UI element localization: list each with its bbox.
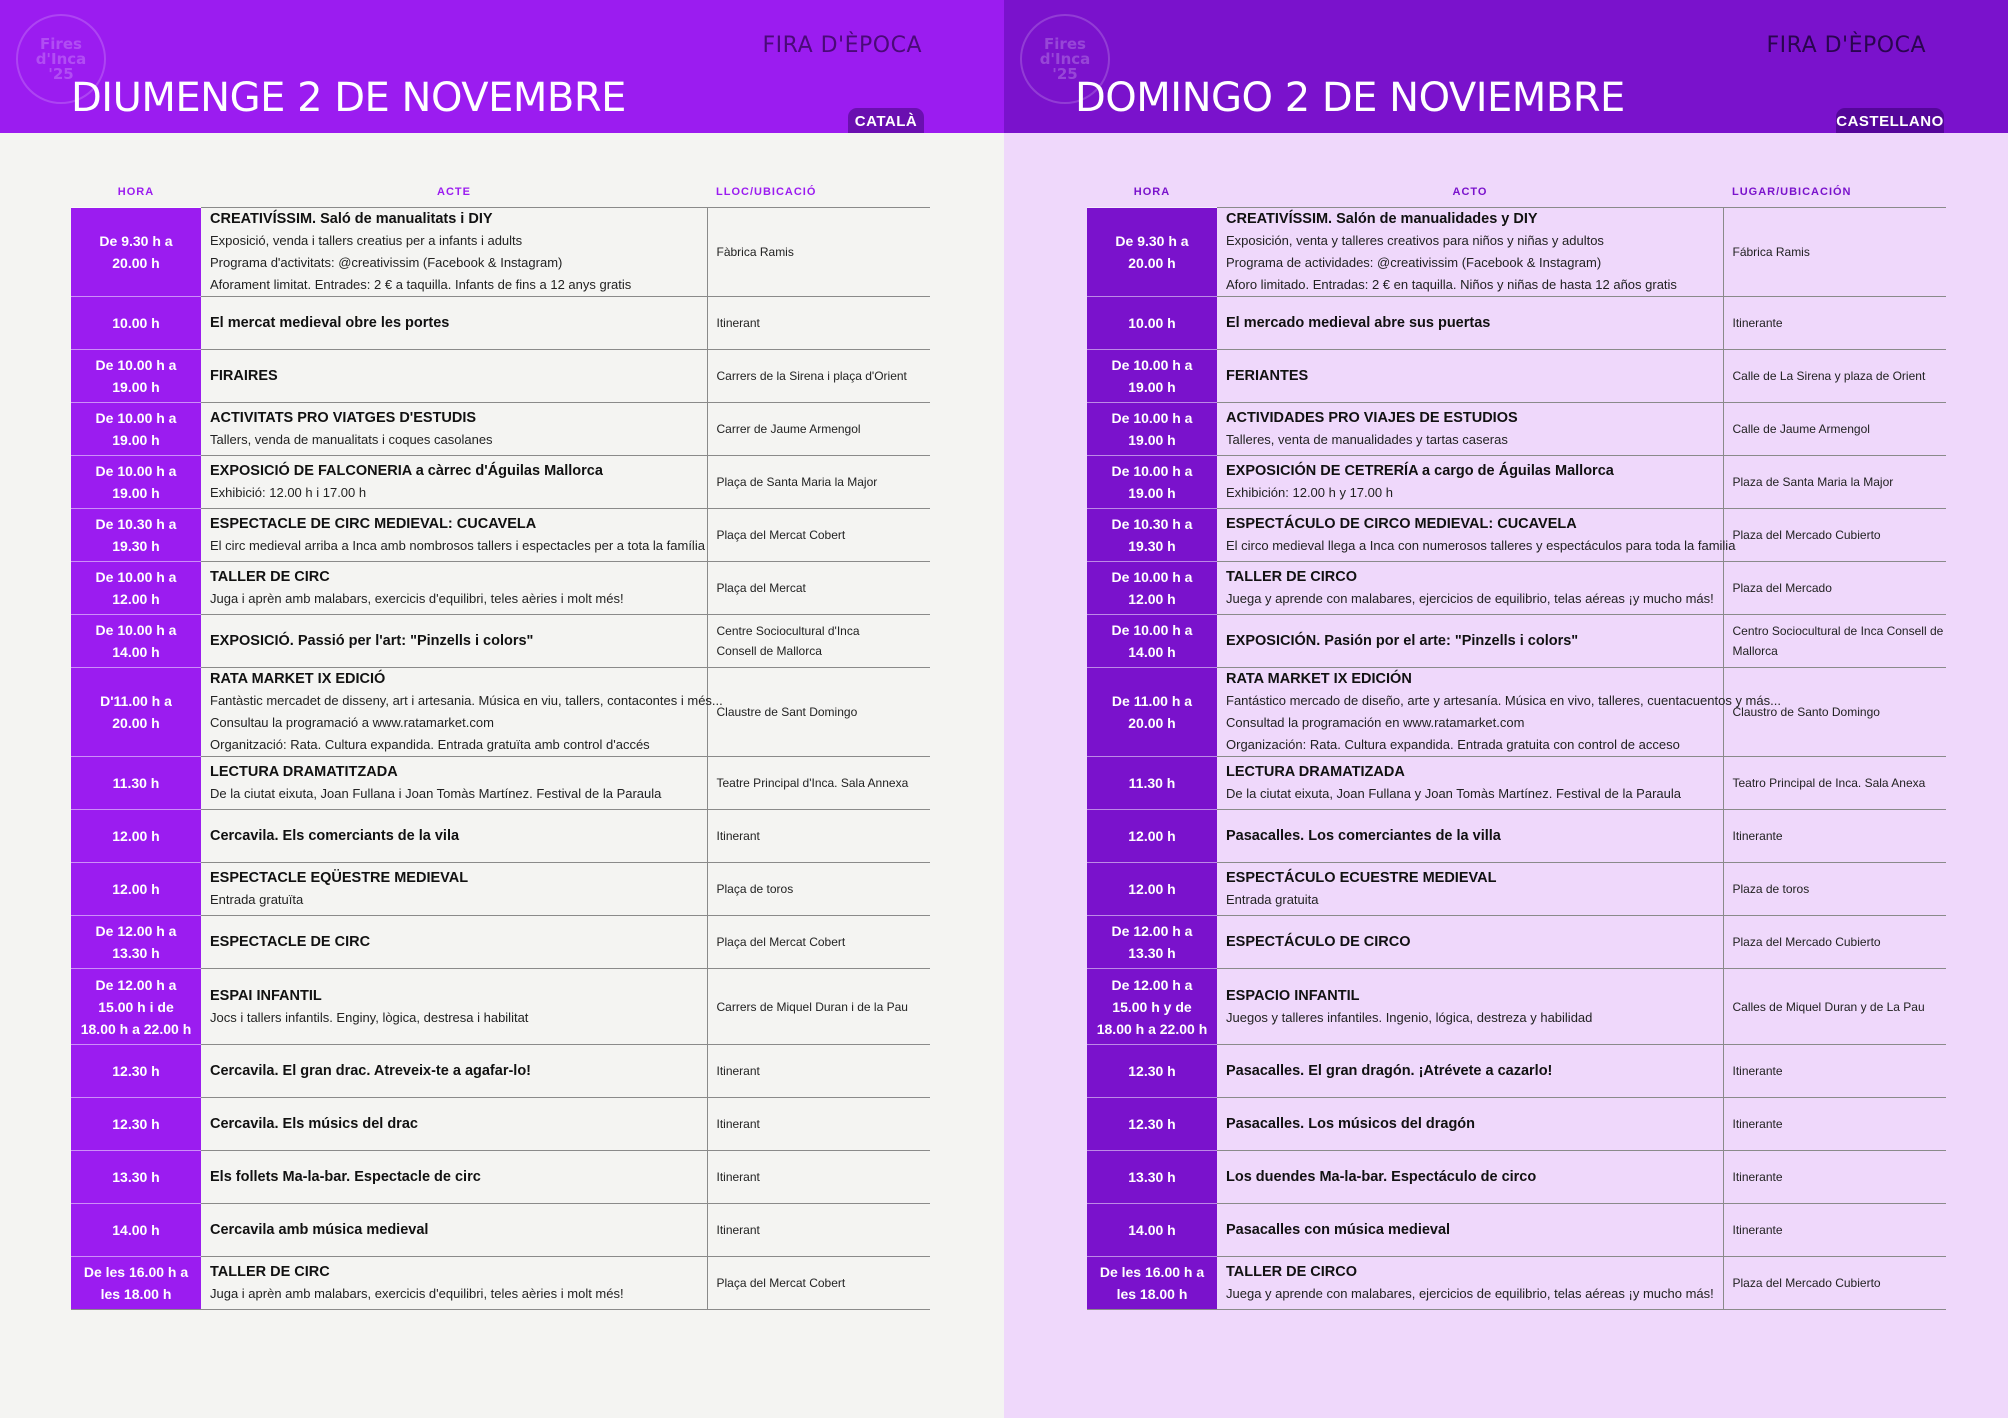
language-tab: CASTELLANO bbox=[1836, 108, 1944, 133]
event-activity bbox=[201, 969, 707, 1045]
event-detail: Exposición, venta y talleres creativos para niños y niñas y adultos bbox=[1226, 233, 1604, 248]
schedule-row bbox=[71, 208, 930, 297]
schedule-row bbox=[1087, 509, 1946, 562]
event-detail: Exposició, venda i tallers creatius per a infants i adults bbox=[210, 233, 523, 248]
event-activity bbox=[1217, 403, 1723, 456]
event-activity bbox=[201, 1098, 707, 1151]
schedule-row bbox=[1087, 1045, 1946, 1098]
schedule-row bbox=[71, 1045, 930, 1098]
event-time: 10.00 h bbox=[1087, 297, 1217, 350]
event-time: De 10.00 h a 19.00 h bbox=[71, 403, 201, 456]
event-time: De 10.00 h a 19.00 h bbox=[1087, 350, 1217, 403]
event-time: De 10.00 h a 14.00 h bbox=[1087, 615, 1217, 668]
event-activity bbox=[201, 810, 707, 863]
event-location: Calle de Jaume Armengol bbox=[1723, 403, 1946, 456]
event-detail: Programa d'activitats: @creativissim (Facebook & Instagram) bbox=[210, 255, 563, 270]
event-title: ESPACIO INFANTIL bbox=[1226, 987, 1360, 1004]
event-activity bbox=[1217, 350, 1723, 403]
schedule-row bbox=[71, 297, 930, 350]
schedule-body bbox=[71, 208, 930, 1310]
logo-text: d'Inca bbox=[1039, 49, 1091, 68]
event-title: Pasacalles con música medieval bbox=[1226, 1222, 1451, 1238]
header-act: ACTO bbox=[1452, 185, 1488, 198]
schedule-row bbox=[1087, 668, 1946, 757]
event-activity bbox=[1217, 668, 1781, 757]
event-time: De 12.00 h a 13.30 h bbox=[1087, 916, 1217, 969]
header-place: LLOC/UBICACIÓ bbox=[716, 185, 817, 198]
event-location: Plaça de toros bbox=[707, 863, 930, 916]
event-location: Itinerante bbox=[1723, 810, 1946, 863]
event-location: Plaza de toros bbox=[1723, 863, 1946, 916]
event-time: D'11.00 h a 20.00 h bbox=[71, 668, 201, 757]
event-detail: Juega y aprende con malabares, ejercicios de equilibrio, telas aéreas ¡y mucho más! bbox=[1226, 1286, 1714, 1301]
schedule-row bbox=[71, 456, 930, 509]
event-location: Itinerante bbox=[1723, 297, 1946, 350]
header-time: HORA bbox=[117, 185, 155, 198]
event-title: Pasacalles. Los músicos del dragón bbox=[1226, 1116, 1476, 1132]
event-title: Cercavila. Els músics del drac bbox=[210, 1116, 418, 1132]
event-detail: Juega y aprende con malabares, ejercicios de equilibrio, telas aéreas ¡y mucho más! bbox=[1226, 591, 1714, 606]
event-title: ESPECTACLE DE CIRC MEDIEVAL: CUCAVELA bbox=[210, 516, 537, 532]
event-title: RATA MARKET IX EDICIÓ bbox=[210, 671, 386, 687]
event-title: Pasacalles. El gran dragón. ¡Atrévete a cazarlo! bbox=[1226, 1063, 1553, 1079]
event-title: ACTIVIDADES PRO VIAJES DE ESTUDIOS bbox=[1226, 410, 1518, 426]
event-location: Calle de La Sirena y plaza de Orient bbox=[1723, 350, 1946, 403]
event-activity bbox=[1217, 297, 1723, 350]
schedule-row bbox=[71, 916, 930, 969]
event-location: Plaça de Santa Maria la Major bbox=[707, 456, 930, 509]
schedule-row bbox=[1087, 810, 1946, 863]
event-location: Carrers de Miquel Duran i de la Pau bbox=[707, 969, 930, 1045]
event-time: 11.30 h bbox=[1087, 757, 1217, 810]
event-title: Cercavila amb música medieval bbox=[210, 1222, 429, 1238]
event-activity bbox=[201, 403, 707, 456]
header-time: HORA bbox=[1133, 185, 1171, 198]
event-location: Plaza del Mercado bbox=[1723, 562, 1946, 615]
event-time: De 9.30 h a 20.00 h bbox=[1087, 208, 1217, 297]
event-time: 12.00 h bbox=[1087, 863, 1217, 916]
event-time: De 9.30 h a 20.00 h bbox=[71, 208, 201, 297]
event-title: EXPOSICIÓ. Passió per l'art: "Pinzells i colors" bbox=[210, 633, 534, 649]
event-location: Itinerante bbox=[1723, 1204, 1946, 1257]
schedule-row bbox=[1087, 297, 1946, 350]
schedule-row bbox=[1087, 615, 1946, 668]
event-location: Plaça del Mercat Cobert bbox=[707, 916, 930, 969]
event-title: ESPECTÁCULO DE CIRCO MEDIEVAL: CUCAVELA bbox=[1226, 516, 1577, 532]
schedule-row bbox=[71, 969, 930, 1045]
event-location: Plaza de Santa Maria la Major bbox=[1723, 456, 1946, 509]
event-detail: Organización: Rata. Cultura expandida. Entrada gratuita con control de acceso bbox=[1226, 737, 1680, 752]
schedule-row bbox=[71, 615, 930, 668]
event-time: 12.30 h bbox=[71, 1045, 201, 1098]
event-location: Centre Sociocultural d'Inca Consell de Mallorca bbox=[707, 615, 930, 668]
event-activity bbox=[1217, 1098, 1723, 1151]
event-detail: Exhibición: 12.00 h y 17.00 h bbox=[1226, 485, 1393, 500]
event-title: Pasacalles. Los comerciantes de la villa bbox=[1226, 828, 1501, 844]
event-location: Itinerant bbox=[707, 810, 930, 863]
schedule-row bbox=[71, 562, 930, 615]
event-location: Centro Sociocultural de Inca Consell de Mallorca bbox=[1723, 615, 1946, 668]
schedule-table bbox=[1087, 176, 1946, 1310]
event-detail: Tallers, venda de manualitats i coques casolanes bbox=[210, 432, 493, 447]
schedule-row bbox=[1087, 1151, 1946, 1204]
schedule-row bbox=[1087, 562, 1946, 615]
event-detail: Jocs i tallers infantils. Enginy, lògica, destresa i habilitat bbox=[210, 1009, 529, 1025]
event-title: RATA MARKET IX EDICIÓN bbox=[1226, 671, 1412, 687]
event-activity bbox=[201, 350, 707, 403]
event-activity bbox=[1217, 1151, 1723, 1204]
event-time: De 10.30 h a 19.30 h bbox=[1087, 509, 1217, 562]
event-location: Carrer de Jaume Armengol bbox=[707, 403, 930, 456]
event-time: 12.00 h bbox=[71, 810, 201, 863]
event-detail: Entrada gratuita bbox=[1226, 892, 1319, 907]
event-detail: Juegos y talleres infantiles. Ingenio, lógica, destreza y habilidad bbox=[1226, 1009, 1593, 1025]
event-time: De 12.00 h a 13.30 h bbox=[71, 916, 201, 969]
event-title: EXPOSICIÓN. Pasión por el arte: "Pinzells i colors" bbox=[1226, 633, 1579, 649]
event-time: De 12.00 h a 15.00 h i de 18.00 h a 22.00 h bbox=[71, 969, 201, 1045]
event-location: Itinerant bbox=[707, 1204, 930, 1257]
event-location: Fábrica Ramis bbox=[1723, 208, 1946, 297]
event-location: Plaza del Mercado Cubierto bbox=[1723, 509, 1946, 562]
event-activity bbox=[1217, 1257, 1723, 1310]
event-time: 12.30 h bbox=[71, 1098, 201, 1151]
event-location: Itinerant bbox=[707, 1045, 930, 1098]
event-location: Fàbrica Ramis bbox=[707, 208, 930, 297]
event-activity bbox=[201, 1257, 707, 1310]
table-header-row bbox=[1087, 176, 1946, 208]
event-location: Plaça del Mercat Cobert bbox=[707, 1257, 930, 1310]
header-act: ACTE bbox=[437, 185, 471, 198]
event-activity bbox=[1217, 509, 1736, 562]
schedule-table bbox=[71, 176, 930, 1310]
logo-text: Fires bbox=[40, 34, 82, 53]
event-detail: Aforament limitat. Entrades: 2 € a taquilla. Infants de fins a 12 anys gratis bbox=[210, 277, 632, 292]
event-location: Claustre de Sant Domingo bbox=[707, 668, 930, 757]
event-title: FERIANTES bbox=[1226, 368, 1309, 384]
schedule-row bbox=[1087, 969, 1946, 1045]
event-location: Itinerant bbox=[707, 297, 930, 350]
event-time: 12.30 h bbox=[1087, 1098, 1217, 1151]
event-time: 14.00 h bbox=[1087, 1204, 1217, 1257]
page-header bbox=[0, 0, 1004, 133]
event-location: Calles de Miquel Duran y de La Pau bbox=[1723, 969, 1946, 1045]
page-header bbox=[1004, 0, 2008, 133]
event-location: Plaça del Mercat Cobert bbox=[707, 509, 930, 562]
logo-text: '25 bbox=[1052, 64, 1078, 83]
schedule-row bbox=[1087, 1098, 1946, 1151]
event-activity bbox=[201, 562, 707, 615]
event-detail: Fantàstic mercadet de disseny, art i artesania. Música en viu, tallers, contacontes i més... bbox=[210, 693, 723, 708]
schedule-row bbox=[71, 668, 930, 757]
event-title: LECTURA DRAMATITZADA bbox=[210, 764, 398, 780]
event-time: De les 16.00 h a les 18.00 h bbox=[71, 1257, 201, 1310]
event-title: FIRAIRES bbox=[210, 368, 278, 384]
schedule-row bbox=[71, 810, 930, 863]
page-title: DOMINGO 2 DE NOVIEMBRE bbox=[1075, 75, 1625, 121]
schedule-row bbox=[1087, 863, 1946, 916]
event-title: TALLER DE CIRC bbox=[210, 1264, 330, 1280]
event-title: Cercavila. El gran drac. Atreveix-te a agafar-lo! bbox=[210, 1063, 532, 1079]
event-detail: El circ medieval arriba a Inca amb nombrosos tallers i espectacles per a tota la família bbox=[210, 538, 705, 553]
event-title: ESPECTÁCULO ECUESTRE MEDIEVAL bbox=[1226, 870, 1497, 886]
event-title: ESPECTÁCULO DE CIRCO bbox=[1226, 934, 1411, 950]
event-location: Plaça del Mercat bbox=[707, 562, 930, 615]
event-location: Itinerant bbox=[707, 1098, 930, 1151]
event-activity bbox=[201, 1204, 707, 1257]
event-detail: Juga i aprèn amb malabars, exercicis d'equilibri, teles aèries i molt més! bbox=[210, 591, 624, 606]
event-detail: Consultau la programació a www.ratamarket.com bbox=[210, 715, 494, 730]
event-activity bbox=[1217, 969, 1723, 1045]
event-title: Els follets Ma-la-bar. Espectacle de circ bbox=[210, 1169, 481, 1185]
event-detail: De la ciutat eixuta, Joan Fullana i Joan Tomàs Martínez. Festival de la Paraula bbox=[210, 786, 662, 801]
schedule-row bbox=[71, 757, 930, 810]
fair-name: FIRA D'ÈPOCA bbox=[762, 33, 922, 58]
event-activity bbox=[201, 456, 707, 509]
schedule-row bbox=[1087, 456, 1946, 509]
schedule-row bbox=[71, 509, 930, 562]
event-time: 14.00 h bbox=[71, 1204, 201, 1257]
event-detail: Programa de actividades: @creativissim (Facebook & Instagram) bbox=[1226, 255, 1602, 270]
event-time: 12.00 h bbox=[71, 863, 201, 916]
event-location: Itinerante bbox=[1723, 1098, 1946, 1151]
event-location: Itinerante bbox=[1723, 1151, 1946, 1204]
event-title: TALLER DE CIRCO bbox=[1226, 569, 1358, 585]
event-activity bbox=[1217, 615, 1723, 668]
event-detail: Consultad la programación en www.ratamarket.com bbox=[1226, 715, 1525, 730]
event-activity bbox=[1217, 208, 1723, 297]
event-time: 11.30 h bbox=[71, 757, 201, 810]
event-title: ESPECTACLE EQÜESTRE MEDIEVAL bbox=[210, 870, 469, 886]
event-title: El mercat medieval obre les portes bbox=[210, 315, 450, 331]
event-time: De 10.00 h a 19.00 h bbox=[1087, 456, 1217, 509]
event-time: De 10.00 h a 12.00 h bbox=[71, 562, 201, 615]
fair-name: FIRA D'ÈPOCA bbox=[1766, 33, 1926, 58]
event-time: 13.30 h bbox=[1087, 1151, 1217, 1204]
event-title: EXPOSICIÓ DE FALCONERIA a càrrec d'Águilas Mallorca bbox=[210, 463, 603, 479]
event-detail: Entrada gratuïta bbox=[210, 892, 304, 907]
event-activity bbox=[1217, 863, 1723, 916]
event-time: De 10.00 h a 19.00 h bbox=[1087, 403, 1217, 456]
logo-text: d'Inca bbox=[35, 49, 87, 68]
table-header-row bbox=[71, 176, 930, 208]
logo-text: Fires bbox=[1044, 34, 1086, 53]
schedule-row bbox=[1087, 403, 1946, 456]
event-location: Claustro de Santo Domingo bbox=[1723, 668, 1946, 757]
event-activity bbox=[1217, 1204, 1723, 1257]
schedule-row bbox=[71, 1257, 930, 1310]
event-title: TALLER DE CIRCO bbox=[1226, 1264, 1358, 1280]
event-detail: El circo medieval llega a Inca con numerosos talleres y espectáculos para toda la familia bbox=[1226, 538, 1736, 553]
event-detail: De la ciutat eixuta, Joan Fullana y Joan Tomàs Martínez. Festival de la Paraula bbox=[1226, 786, 1681, 801]
schedule-row bbox=[71, 1204, 930, 1257]
event-time: 10.00 h bbox=[71, 297, 201, 350]
event-detail: Exhibició: 12.00 h i 17.00 h bbox=[210, 485, 367, 500]
event-title: ESPECTACLE DE CIRC bbox=[210, 934, 371, 950]
event-location: Plaza del Mercado Cubierto bbox=[1723, 916, 1946, 969]
event-title: CREATIVÍSSIM. Saló de manualitats i DIY bbox=[210, 211, 493, 227]
schedule-row bbox=[1087, 757, 1946, 810]
schedule-row bbox=[71, 350, 930, 403]
event-detail: Fantástico mercado de diseño, arte y artesanía. Música en vivo, talleres, cuentacuentos y más... bbox=[1226, 693, 1781, 708]
event-time: De 10.30 h a 19.30 h bbox=[71, 509, 201, 562]
event-location: Teatre Principal d'Inca. Sala Annexa bbox=[707, 757, 930, 810]
event-location: Teatro Principal de Inca. Sala Anexa bbox=[1723, 757, 1946, 810]
schedule-row bbox=[1087, 350, 1946, 403]
schedule-row bbox=[71, 403, 930, 456]
event-time: De 10.00 h a 19.00 h bbox=[71, 456, 201, 509]
event-title: EXPOSICIÓN DE CETRERÍA a cargo de Águilas Mallorca bbox=[1226, 463, 1614, 479]
schedule-row bbox=[1087, 1257, 1946, 1310]
event-time: De 12.00 h a 15.00 h y de 18.00 h a 22.00 h bbox=[1087, 969, 1217, 1045]
schedule-row bbox=[71, 863, 930, 916]
event-title: Los duendes Ma-la-bar. Espectáculo de circo bbox=[1226, 1169, 1537, 1185]
event-activity bbox=[201, 757, 707, 810]
event-time: 13.30 h bbox=[71, 1151, 201, 1204]
event-detail: Aforo limitado. Entradas: 2 € en taquilla. Niños y niñas de hasta 12 años gratis bbox=[1226, 277, 1677, 292]
schedule-body bbox=[1087, 208, 1946, 1310]
event-title: LECTURA DRAMATIZADA bbox=[1226, 764, 1405, 780]
schedule-row bbox=[71, 1151, 930, 1204]
event-activity bbox=[201, 208, 707, 297]
event-activity bbox=[201, 297, 707, 350]
event-activity bbox=[201, 1045, 707, 1098]
event-time: 12.00 h bbox=[1087, 810, 1217, 863]
event-title: ACTIVITATS PRO VIATGES D'ESTUDIS bbox=[210, 410, 477, 426]
event-title: El mercado medieval abre sus puertas bbox=[1226, 315, 1491, 331]
event-time: De 10.00 h a 12.00 h bbox=[1087, 562, 1217, 615]
event-activity bbox=[201, 863, 707, 916]
event-activity bbox=[1217, 1045, 1723, 1098]
event-location: Carrers de la Sirena i plaça d'Orient bbox=[707, 350, 930, 403]
event-activity bbox=[201, 509, 707, 562]
event-time: 12.30 h bbox=[1087, 1045, 1217, 1098]
schedule-row bbox=[71, 1098, 930, 1151]
logo-text: '25 bbox=[48, 64, 74, 83]
event-title: CREATIVÍSSIM. Salón de manualidades y DIY bbox=[1226, 211, 1538, 227]
event-title: Cercavila. Els comerciants de la vila bbox=[210, 828, 460, 844]
schedule-row bbox=[1087, 208, 1946, 297]
event-time: De 10.00 h a 14.00 h bbox=[71, 615, 201, 668]
event-detail: Talleres, venta de manualidades y tartas caseras bbox=[1226, 432, 1508, 447]
event-activity bbox=[1217, 456, 1723, 509]
spanish-page bbox=[1004, 0, 2008, 1418]
event-activity bbox=[1217, 916, 1723, 969]
event-activity bbox=[1217, 757, 1723, 810]
event-activity bbox=[201, 615, 707, 668]
event-detail: Organització: Rata. Cultura expandida. Entrada gratuïta amb control d'accés bbox=[210, 737, 650, 752]
event-title: TALLER DE CIRC bbox=[210, 569, 330, 585]
event-time: De les 16.00 h a les 18.00 h bbox=[1087, 1257, 1217, 1310]
event-activity bbox=[201, 1151, 707, 1204]
event-activity bbox=[1217, 810, 1723, 863]
schedule-row bbox=[1087, 916, 1946, 969]
event-activity bbox=[1217, 562, 1723, 615]
event-location: Itinerante bbox=[1723, 1045, 1946, 1098]
event-detail: Juga i aprèn amb malabars, exercicis d'equilibri, teles aèries i molt més! bbox=[210, 1286, 624, 1301]
event-location: Itinerant bbox=[707, 1151, 930, 1204]
event-time: De 10.00 h a 19.00 h bbox=[71, 350, 201, 403]
event-activity bbox=[201, 668, 723, 757]
event-activity bbox=[201, 916, 707, 969]
page-title: DIUMENGE 2 DE NOVEMBRE bbox=[71, 75, 626, 121]
language-tab: CATALÀ bbox=[848, 108, 924, 133]
event-time: De 11.00 h a 20.00 h bbox=[1087, 668, 1217, 757]
schedule-row bbox=[1087, 1204, 1946, 1257]
header-place: LUGAR/UBICACIÓN bbox=[1732, 185, 1852, 198]
event-location: Plaza del Mercado Cubierto bbox=[1723, 1257, 1946, 1310]
event-title: ESPAI INFANTIL bbox=[210, 987, 322, 1004]
